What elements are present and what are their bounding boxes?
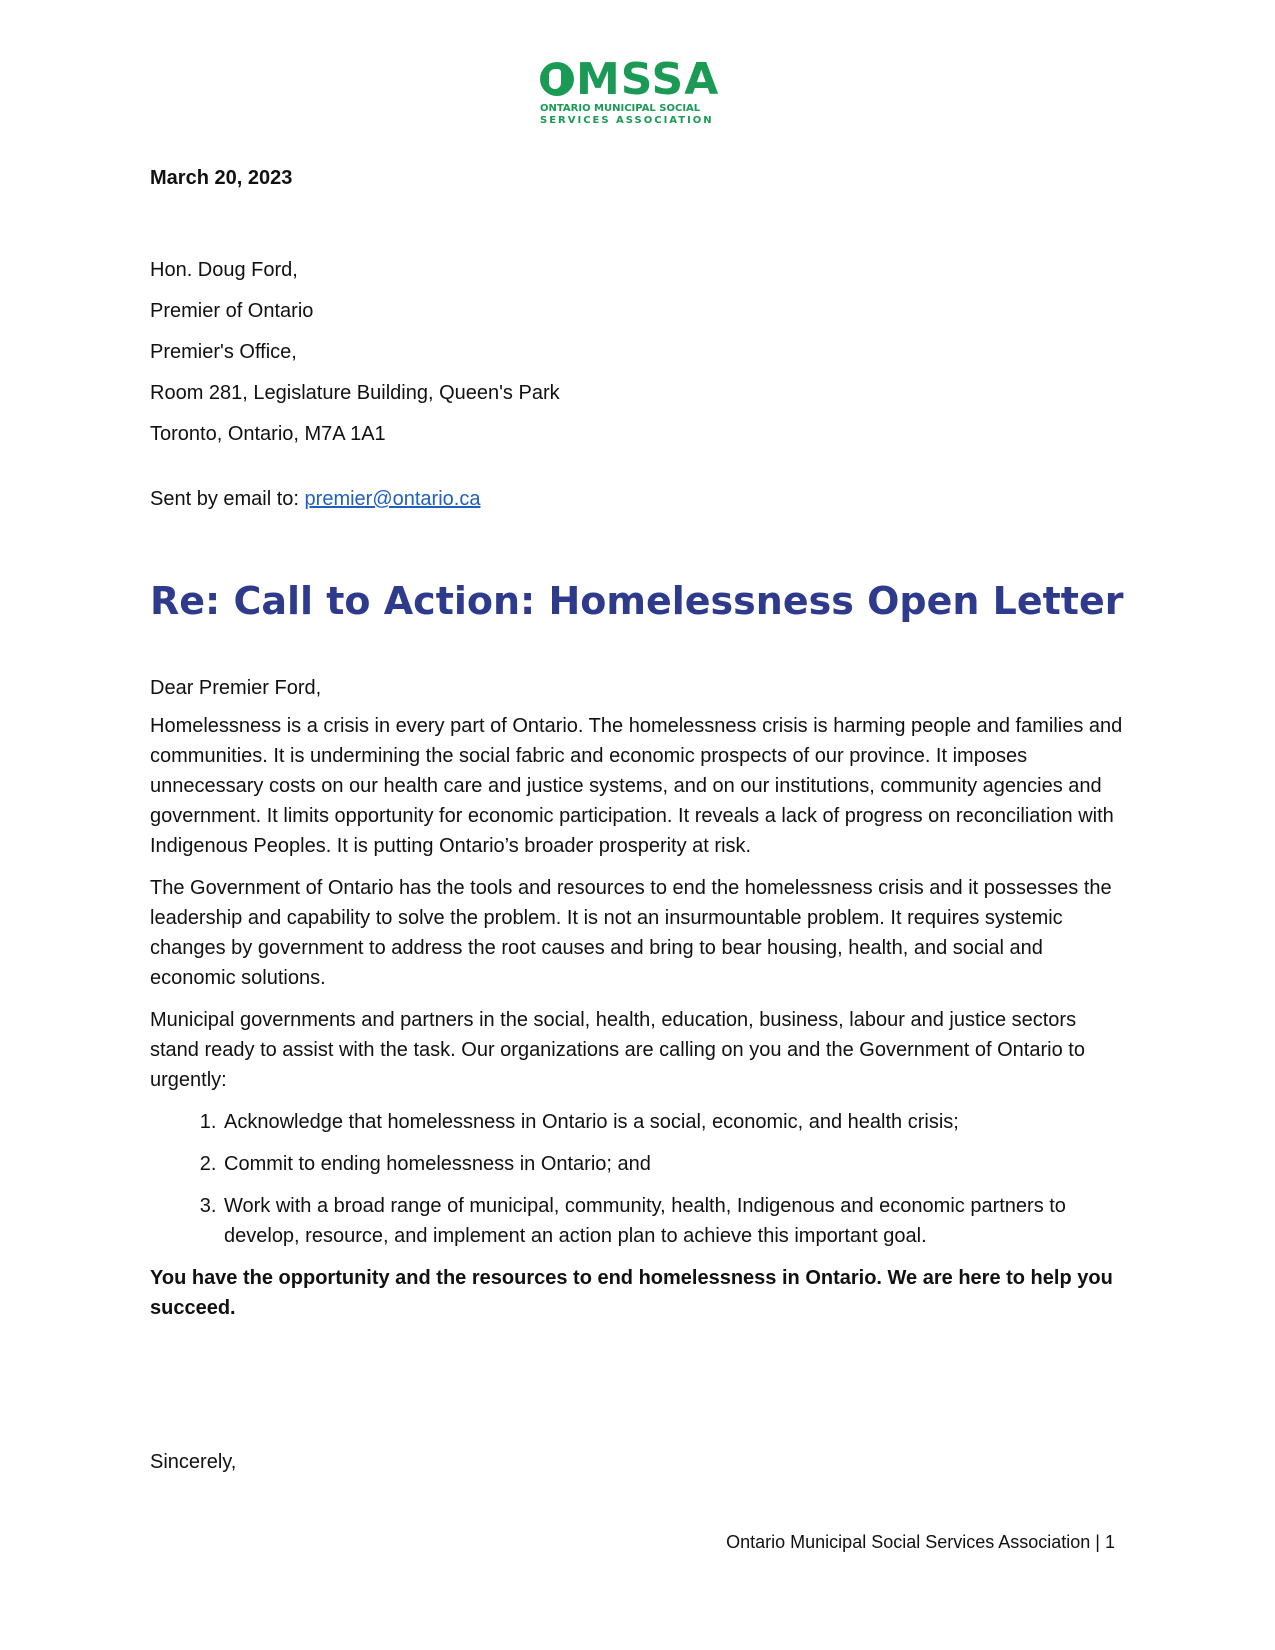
recipient-line: Hon. Doug Ford, bbox=[150, 259, 298, 281]
logo-subtitle-line1: ONTARIO MUNICIPAL SOCIAL bbox=[540, 103, 701, 114]
recipient-address bbox=[150, 250, 560, 455]
sent-by-email bbox=[150, 485, 480, 514]
signoff: Sincerely, bbox=[150, 1451, 237, 1473]
action-item: 1. Acknowledge that homelessness in Ontario is a social, economic, and health crisis; bbox=[222, 1107, 1130, 1137]
letter-date: March 20, 2023 bbox=[150, 167, 293, 189]
paragraph: The Government of Ontario has the tools and resources to end the homelessness crisis and it possesses the leadership and capability to solve the problem. It is not an insurmountable problem. It requires systemic changes by government to address the root causes and bring to bear housing, health, and social and economic solutions. bbox=[150, 877, 1112, 989]
recipient-line: Premier's Office, bbox=[150, 341, 297, 363]
letter-heading: Re: Call to Action: Homelessness Open Letter bbox=[150, 579, 1124, 623]
recipient-line: Room 281, Legislature Building, Queen's Park bbox=[150, 382, 560, 404]
letter-body bbox=[150, 673, 1130, 1335]
action-item: 3. Work with a broad range of municipal, community, health, Indigenous and economic partners to develop, resource, and implement an action plan to achieve this important goal. bbox=[222, 1191, 1130, 1251]
logo-wordmark-text: MSSA bbox=[576, 54, 720, 105]
logo-wordmark bbox=[540, 54, 720, 105]
recipient-line: Premier of Ontario bbox=[150, 300, 314, 322]
paragraph: Homelessness is a crisis in every part of Ontario. The homelessness crisis is harming people and families and communities. It is undermining the social fabric and economic prospects of our province. It imposes unnecessary costs on our health care and justice systems, and on our institutions, community agencies and government. It limits opportunity for economic participation. It reveals a lack of progress on reconciliation with Indigenous Peoples. It is putting Ontario’s broader prosperity at risk. bbox=[150, 715, 1123, 857]
action-item: 2. Commit to ending homelessness in Ontario; and bbox=[222, 1149, 1130, 1179]
closing-statement: You have the opportunity and the resources to end homelessness in Ontario. We are here to help you succeed. bbox=[150, 1267, 1113, 1319]
logo-subtitle bbox=[540, 103, 740, 127]
logo-head-icon bbox=[540, 62, 574, 96]
action-list bbox=[150, 1107, 1130, 1251]
page-footer: Ontario Municipal Social Services Association | 1 bbox=[726, 1532, 1115, 1552]
email-link[interactable]: premier@ontario.ca bbox=[304, 488, 481, 510]
greeting: Dear Premier Ford, bbox=[150, 677, 322, 699]
logo-subtitle-line2: SERVICES ASSOCIATION bbox=[540, 115, 714, 126]
recipient-line: Toronto, Ontario, M7A 1A1 bbox=[150, 423, 386, 445]
sent-label: Sent by email to: bbox=[150, 488, 305, 510]
paragraph: Municipal governments and partners in the social, health, education, business, labour and justice sectors stand ready to assist with the task. Our organizations are calling on you and the Government of Ontario to urgently: bbox=[150, 1009, 1085, 1091]
omssa-logo bbox=[540, 54, 740, 130]
